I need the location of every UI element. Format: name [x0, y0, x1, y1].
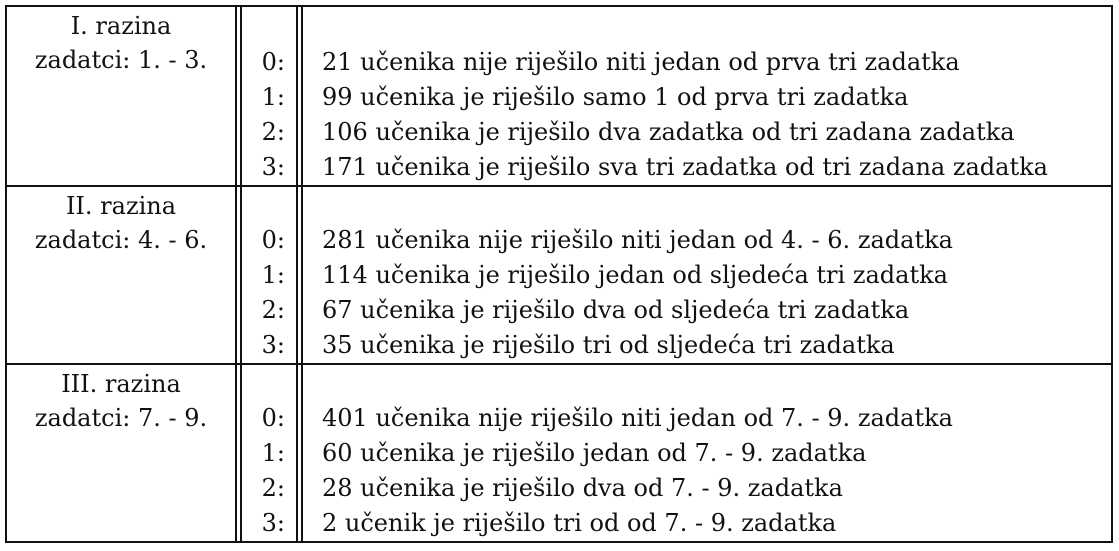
solved-count: 3: — [261, 509, 285, 537]
results-table — [5, 5, 1113, 543]
result-row — [5, 45, 1113, 79]
level-tasks: zadatci: 4. - 6. — [34, 226, 208, 254]
result-text: 67 učenika je riješilo dva od sljedeća tri zadatka — [322, 296, 910, 324]
result-text: 21 učenika nije riješilo niti jedan od prva tri zadatka — [322, 48, 960, 76]
solved-count: 2: — [261, 296, 285, 324]
level-tasks: zadatci: 1. - 3. — [34, 46, 208, 74]
result-row — [5, 80, 1113, 114]
level-title: I. razina — [70, 12, 172, 40]
result-row — [5, 436, 1113, 470]
solved-count: 1: — [261, 261, 285, 289]
result-row — [5, 401, 1113, 435]
result-row — [5, 150, 1113, 184]
result-text: 28 učenika je riješilo dva od 7. - 9. zadatka — [322, 474, 843, 502]
result-text: 99 učenika je riješilo samo 1 od prva tri zadatka — [322, 83, 909, 111]
result-text: 2 učenik je riješilo tri od od 7. - 9. zadatka — [322, 509, 837, 537]
result-row — [5, 471, 1113, 505]
level-section — [5, 187, 1113, 365]
solved-count: 3: — [261, 153, 285, 181]
solved-count: 1: — [261, 439, 285, 467]
solved-count: 1: — [261, 83, 285, 111]
result-row — [5, 223, 1113, 257]
result-text: 171 učenika je riješilo sva tri zadatka od tri zadana zadatka — [322, 153, 1048, 181]
result-text: 401 učenika nije riješilo niti jedan od 7. - 9. zadatka — [322, 404, 953, 432]
level-title: III. razina — [61, 370, 181, 398]
level-title: II. razina — [65, 192, 177, 220]
result-text: 106 učenika je riješilo dva zadatka od tri zadana zadatka — [322, 118, 1015, 146]
result-row — [5, 506, 1113, 540]
solved-count: 2: — [261, 474, 285, 502]
level-section — [5, 7, 1113, 185]
result-row — [5, 115, 1113, 149]
solved-count: 0: — [261, 48, 285, 76]
result-text: 60 učenika je riješilo jedan od 7. - 9. zadatka — [322, 439, 867, 467]
solved-count: 3: — [261, 331, 285, 359]
result-text: 114 učenika je riješilo jedan od sljedeća tri zadatka — [322, 261, 948, 289]
result-text: 35 učenika je riješilo tri od sljedeća tri zadatka — [322, 331, 895, 359]
level-section — [5, 365, 1113, 543]
solved-count: 2: — [261, 118, 285, 146]
result-text: 281 učenika nije riješilo niti jedan od 4. - 6. zadatka — [322, 226, 953, 254]
result-row — [5, 293, 1113, 327]
solved-count: 0: — [261, 226, 285, 254]
solved-count: 0: — [261, 404, 285, 432]
result-row — [5, 328, 1113, 362]
result-row — [5, 258, 1113, 292]
level-tasks: zadatci: 7. - 9. — [34, 404, 208, 432]
